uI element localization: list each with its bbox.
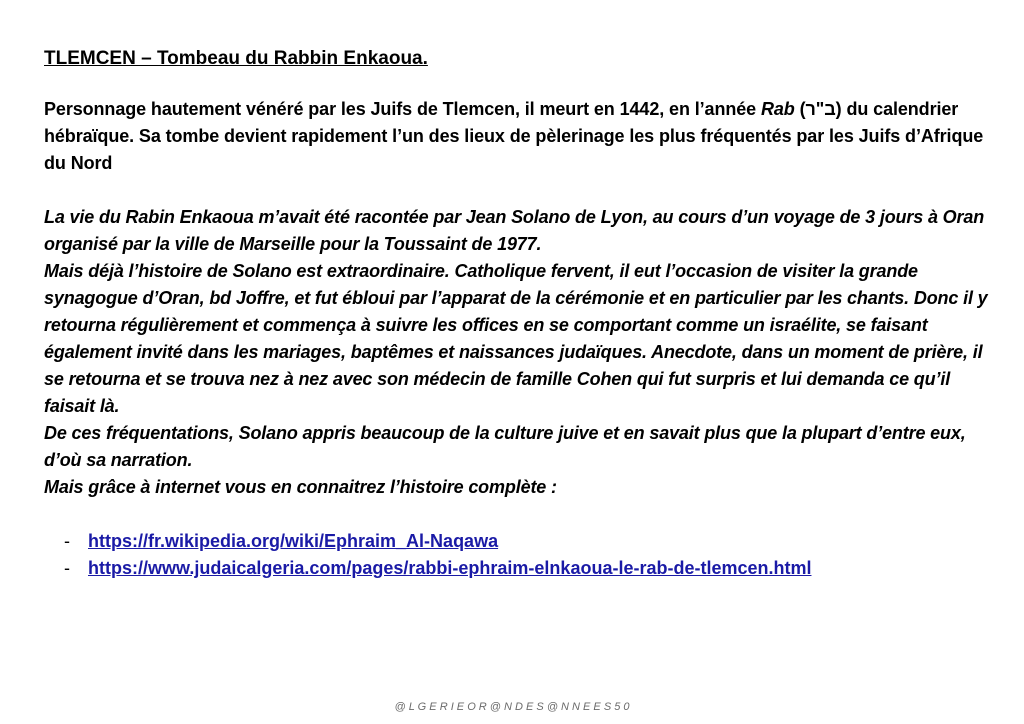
list-dash: -	[64, 558, 70, 578]
story-paragraph-1: La vie du Rabin Enkaoua m’avait été racontée par Jean Solano de Lyon, au cours d’un voyage de 3 jours à Oran organisé par la ville de Marseille pour la Toussaint de 1977.	[44, 207, 985, 254]
list-item	[64, 555, 989, 582]
links-list	[44, 528, 989, 582]
wikipedia-link[interactable]: https://fr.wikipedia.org/wiki/Ephraim_Al-Naqawa	[88, 531, 499, 551]
page-title: TLEMCEN – Tombeau du Rabbin Enkaoua.	[44, 48, 428, 69]
page-footer: @ L G E R I E O R @ N D E S @ N N E E S 5 0	[394, 701, 630, 713]
story-section	[44, 204, 989, 501]
story-paragraph-4: Mais grâce à internet vous en connaitrez l’histoire complète :	[44, 477, 557, 497]
story-paragraph-2: Mais déjà l’histoire de Solano est extraordinaire. Catholique fervent, il eut l’occasion de visiter la grande synagogue d’Oran, bd Joffre, et fut ébloui par l’apparat de la cérémonie et en particulier par les chants. Donc il y retourna régulièrement et commença à suivre les offices en se comportant comme un israélite, se faisant également invité dans les mariages, baptêmes et naissances judaïques. Anecdote, dans un moment de prière, il se retourna et se trouva nez à nez avec son médecin de famille Cohen qui fut surpris et lui demanda ce qu’il faisait là.	[44, 261, 988, 416]
intro-rab-word: Rab	[760, 99, 795, 119]
list-dash: -	[64, 531, 70, 551]
story-paragraph-3: De ces fréquentations, Solano appris beaucoup de la culture juive et en savait plus que la plupart d’entre eux, d’où sa narration.	[44, 423, 966, 470]
intro-hebrew-date: (ב"ר)	[799, 99, 842, 119]
document-page	[44, 44, 989, 582]
intro-text-end: du calendrier hébraïque. Sa tombe devient rapidement l’un des lieux de pèlerinage les plus fréquentés par les Juifs d’Afrique du Nord	[44, 99, 984, 173]
list-item	[64, 528, 989, 555]
intro-text-start: Personnage hautement vénéré par les Juifs de Tlemcen, il meurt en 1442, en l’année	[44, 99, 761, 119]
intro-paragraph	[44, 96, 989, 177]
judaicalgeria-link[interactable]: https://www.judaicalgeria.com/pages/rabbi-ephraim-elnkaoua-le-rab-de-tlemcen.html	[88, 558, 812, 578]
